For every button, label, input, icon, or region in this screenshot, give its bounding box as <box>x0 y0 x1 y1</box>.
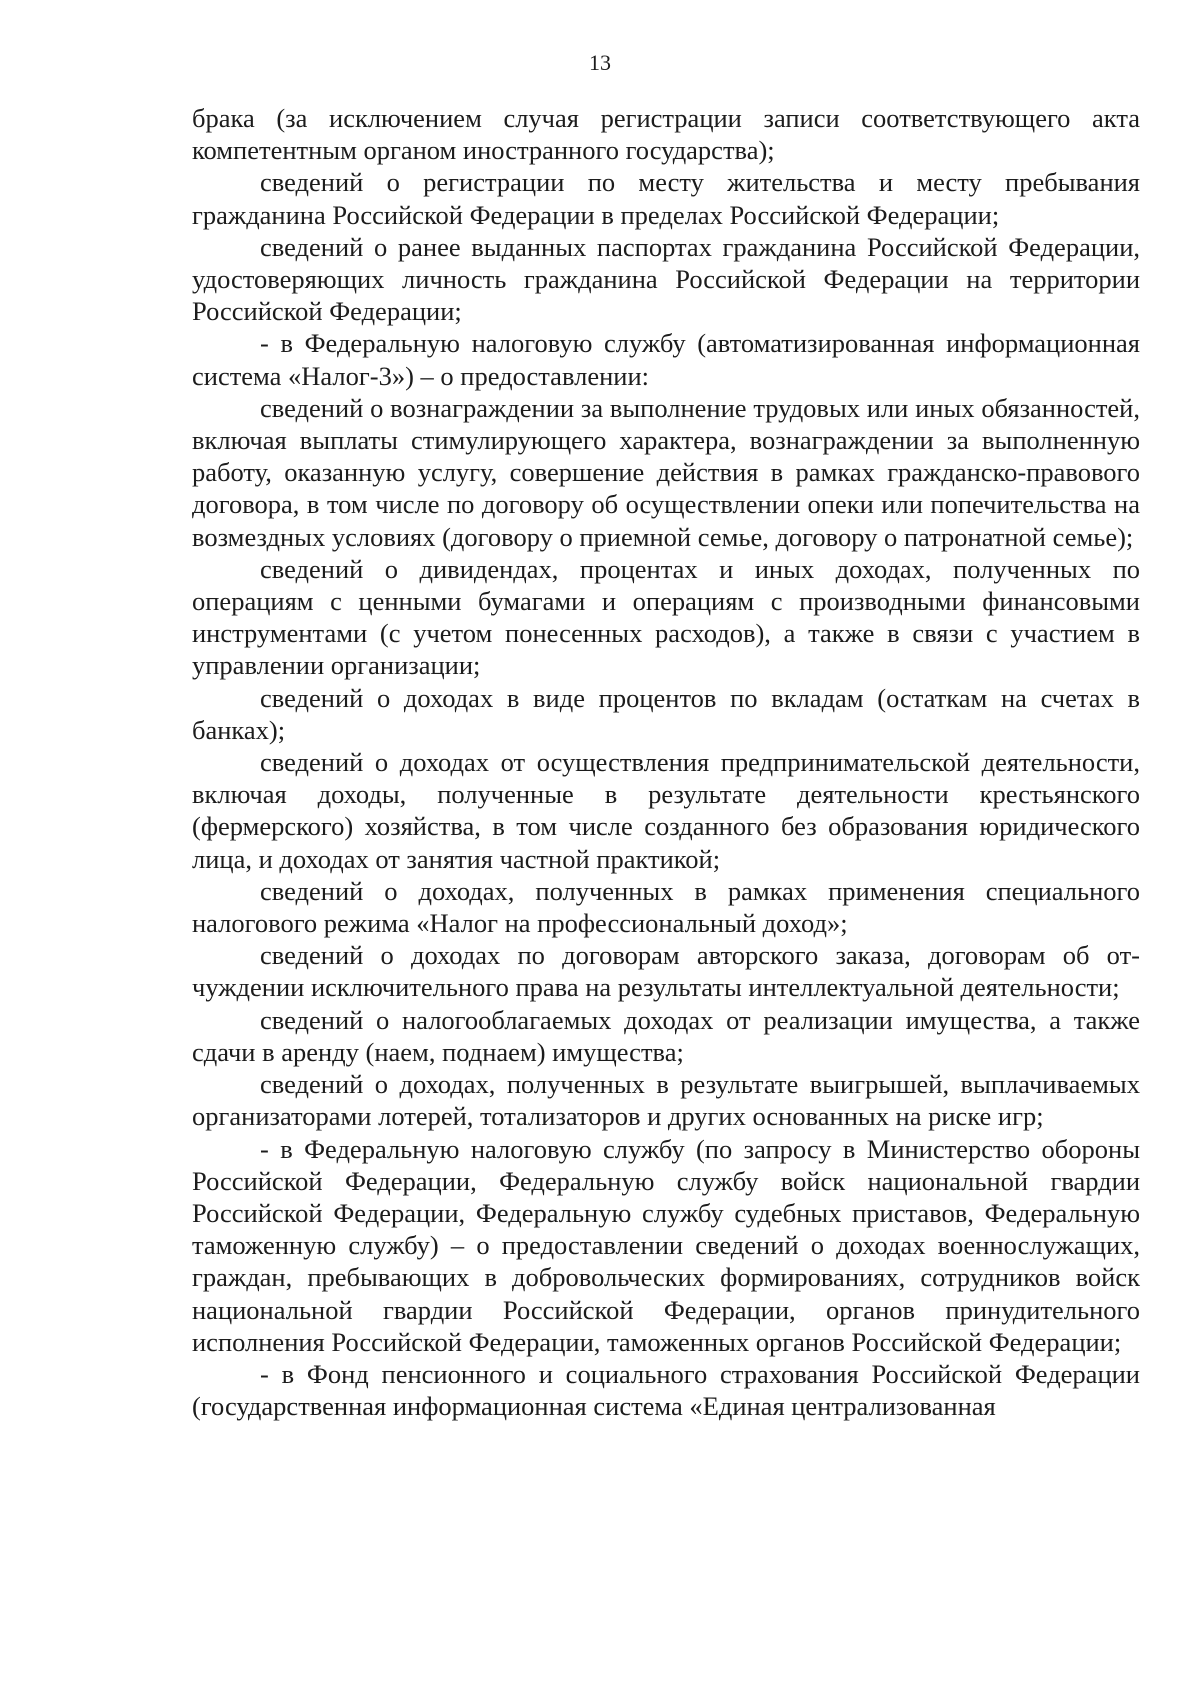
paragraph-pension-fund: - в Фонд пенсионного и социального страхования Российской Федерации (государственная информационная система «Единая централизованная <box>192 1358 1140 1422</box>
paragraph-business-income-info: сведений о доходах от осуществления предпринимательской деятельности, включая доходы, полученные в результате деятельности крестьянского (фермерского) хозяйства, в том числе созданного без образования юридического лица, и доходах от занятия частной практикой; <box>192 747 1140 874</box>
paragraph-property-income-info: сведений о налогооблагаемых доходах от реализации имущества, а также сдачи в аренду (наем, поднаем) имущества; <box>192 1004 1140 1067</box>
paragraph-fns-request: - в Федеральную налоговую службу (по запросу в Министерство обороны Российской Федерации, Федеральную службу войск национальной гвардии Российской Федерации, Федеральную службу судебных приставов, Федеральную таможенную службу) – о предоставлении сведений о доходах военнослужащих, граждан, пребывающих в добровольческих формированиях, сотрудников войск национальной гвардии Российской Федерации, органов принудительного исполнения Российской Федерации, таможенных органов Российской Федерации; <box>192 1133 1140 1357</box>
document-body <box>192 102 1140 1422</box>
paragraph-winnings-info: сведений о доходах, полученных в результате выигрышей, выплачиваемых организаторами лотерей, тотализаторов и других основанных на риске игр; <box>192 1069 1140 1132</box>
paragraph-author-contracts-info: сведений о доходах по договорам авторского заказа, договорам об отчуждении исключительного права на результаты интеллектуальной деятельности; <box>192 940 1140 1003</box>
paragraph-professional-income-info: сведений о доходах, полученных в рамках применения специального налогового режима «Налог на профессиональный доход»; <box>192 875 1140 939</box>
paragraph-fns-nalog3: - в Федеральную налоговую службу (автоматизированная информационная система «Налог-3») – о предоставлении: <box>192 328 1140 391</box>
page-number: 13 <box>589 50 611 75</box>
paragraph-registration-info: сведений о регистрации по месту жительства и месту пребывания гражданина Российской Федерации в пределах Российской Федерации; <box>192 167 1140 230</box>
paragraph-remuneration-info: сведений о вознаграждении за выполнение трудовых или иных обязанностей, включая выплаты стимулирующего характера, вознаграждении за выполненную работу, оказанную услугу, совершение действия в рамках гражданско-правового договора, в том числе по договору об осуществлении опеки или попечительства на возмездных условиях (договору о приемной семье, договору о патронатной семье); <box>192 392 1140 552</box>
paragraph-deposit-interest-info: сведений о доходах в виде процентов по вкладам (остаткам на счетах в банках); <box>192 682 1140 745</box>
paragraph-continuation: брака (за исключением случая регистрации записи соответствующего акта компетентным органом иностранного государства); <box>192 103 1140 166</box>
paragraph-passports-info: сведений о ранее выданных паспортах гражданина Российской Федерации, удостоверяющих личность гражданина Российской Федерации на территории Российской Федерации; <box>192 231 1140 327</box>
paragraph-dividends-info: сведений о дивидендах, процентах и иных доходах, полученных по операциям с ценными бумагами и операциям с производными финансовыми инструментами (с учетом понесенных расходов), а также в связи с участием в управлении организации; <box>192 553 1140 681</box>
